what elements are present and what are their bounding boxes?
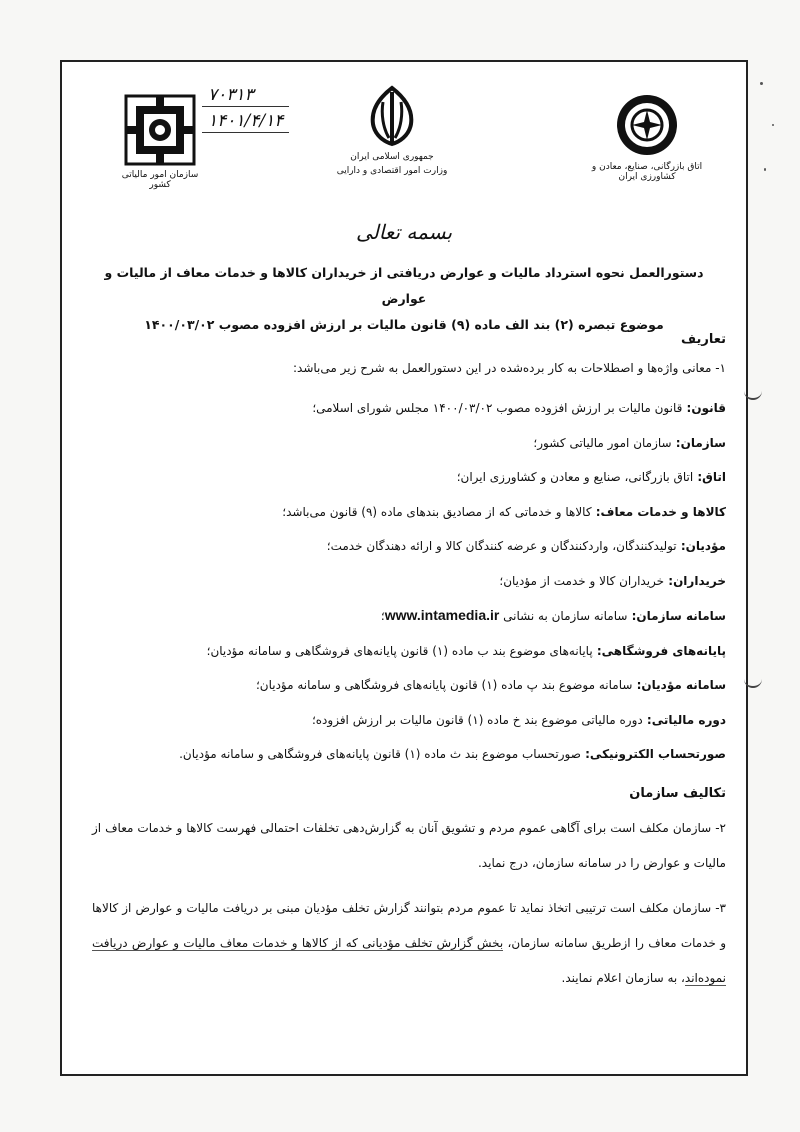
definition-item [92,529,726,564]
definition-text: سامانه سازمان به نشانی [503,609,628,623]
definition-item [92,703,726,738]
definition-term: مؤدیان : [677,539,726,553]
definition-term: سامانه سازمان : [627,609,726,623]
definition-text: پایانه‌های موضوع بند ب ماده (۱) قانون پایانه‌های فروشگاهی و سامانه مؤدیان؛ [206,643,593,658]
chamber-emblem-icon [614,92,680,158]
definition-term: خریداران : [664,574,726,588]
definitions-heading: تعاریف [681,332,726,347]
paragraph-3-underlined: بخش گزارش تخلف مؤدیانی که از کالاها و خدمات معاف مالیات و عوارض دریافت نموده‌اند [92,935,726,985]
definition-item [92,598,726,634]
definition-item [92,495,726,530]
document-title-line-2: موضوع تبصره (۲) بند الف ماده (۹) قانون مالیات بر ارزش افزوده مصوب ۱۴۰۰/۰۳/۰۲ [144,317,664,332]
binder-punch-mark [744,676,762,688]
duties-section [92,786,726,996]
definition-text: تولیدکنندگان، واردکنندگان و عرضه کنندگان کالا و ارائه دهندگان خدمت؛ [326,539,677,553]
tax-logo-caption: سازمان امور مالیاتی کشور [121,170,199,190]
handwritten-reference [202,84,289,136]
document-title [82,260,726,338]
definitions-list [92,391,726,772]
chamber-of-commerce-logo [577,92,717,182]
definition-term: قانون : [682,401,726,415]
document-body [92,332,726,1006]
iran-emblem-logo [327,84,457,176]
scan-speck [764,168,766,171]
definitions-intro: ۱- معانی واژه‌ها و اصطلاحات به کار برده‌شده در این دستورالعمل به شرح زیر می‌باشد: [293,361,726,375]
definition-term: سازمان : [672,436,726,450]
definition-suffix: ؛ [380,609,385,623]
definition-term: پایانه‌های فروشگاهی : [593,644,726,658]
definition-term: صورتحساب الکترونیکی : [581,747,726,761]
bismillah-heading: بسمه تعالی [355,220,453,244]
scan-speck [760,82,763,85]
definition-term: دوره مالیاتی : [643,713,726,727]
definition-item [92,460,726,495]
definition-item [92,737,726,772]
definition-text: خریداران کالا و خدمت از مؤدیان؛ [499,573,665,588]
binder-punch-mark [744,388,762,400]
definition-text: سامانه موضوع بند پ ماده (۱) قانون پایانه‌های فروشگاهی و سامانه مؤدیان؛ [255,678,633,692]
chamber-logo-caption: اتاق بازرگانی، صنایع، معادن و کشاورزی ایران [591,162,703,182]
definition-item [92,668,726,703]
definition-text: دوره مالیاتی موضوع بند خ ماده (۱) قانون مالیات بر ارزش افزوده؛ [311,712,643,727]
tax-organization-logo [110,94,210,190]
tax-emblem-icon [124,94,196,166]
duties-heading: تکالیف سازمان [629,785,726,801]
definition-term: کالاها و خدمات معاف : [592,505,726,519]
handwritten-number: ۷۰۳۱۳ [202,84,289,107]
definition-text: قانون مالیات بر ارزش افزوده مصوب ۱۴۰۰/۰۳/۰۲ مجلس شورای اسلامی؛ [312,401,683,415]
paragraph-3-end: ، به سازمان اعلام نمایند. [561,970,685,985]
scan-speck [772,124,774,126]
handwritten-date: ۱۴۰۱/۴/۱۴ [202,110,289,133]
iran-logo-caption-1: جمهوری اسلامی ایران [350,152,434,162]
paragraph-3 [92,891,726,996]
definition-text: اتاق بازرگانی، صنایع و معادن و کشاورزی ایران؛ [456,470,694,484]
definition-text: سازمان امور مالیاتی کشور؛ [533,435,672,450]
definition-item [92,564,726,599]
definition-item [92,426,726,461]
definition-text: کالاها و خدماتی که از مصادیق بندهای ماده (۹) قانون می‌باشد؛ [282,504,592,519]
definition-item [92,391,726,426]
definition-term: سامانه مؤدیان : [632,678,726,692]
document-title-line-1: دستورالعمل نحوه استرداد مالیات و عوارض دریافتی از خریداران کالاها و خدمات معاف از مالیات و عوارض [104,265,704,306]
definition-item [92,634,726,669]
document-page [60,60,748,1076]
definition-term: اتاق : [693,470,726,484]
iran-emblem-icon [359,84,425,148]
paragraph-3-start: ۳- سازمان مکلف است ترتیبی اتخاذ نماید تا عموم مردم بتوانند گزارش تخلف مؤدیان مبنی بر دریافت مالیات و عوارض از کالاها و خدمات معاف را ازطریق سامانه سازمان، [92,900,726,950]
paragraph-2: ۲- سازمان مکلف است برای آگاهی عموم مردم و تشویق آنان به گزارش‌دهی تخلفات احتمالی فهرست کالاها و خدمات معاف از مالیات و عوارض را در سامانه سازمان، درج نماید. [92,820,726,870]
intamedia-link[interactable]: www.intamedia.ir [384,607,500,623]
iran-logo-caption-2: وزارت امور اقتصادی و دارایی [336,166,448,176]
letterhead [62,62,746,252]
definition-text: صورتحساب موضوع بند ث ماده (۱) قانون پایانه‌های فروشگاهی و سامانه مؤدیان. [179,747,581,761]
